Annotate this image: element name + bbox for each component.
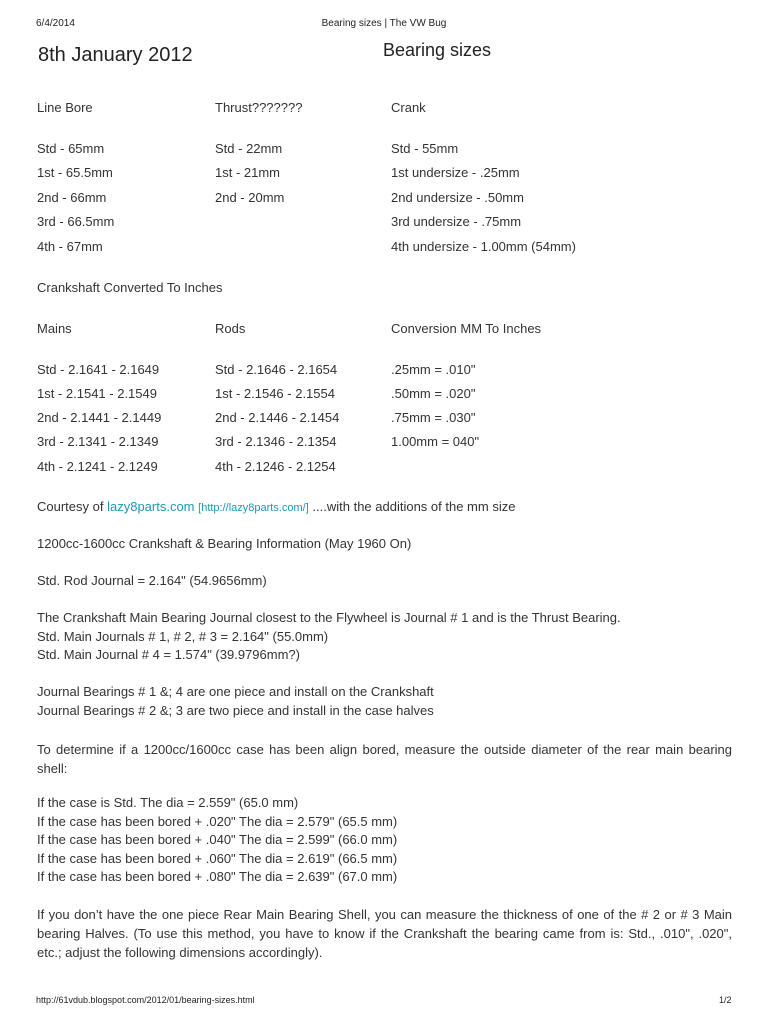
header-conversion: Conversion MM To Inches (391, 321, 542, 336)
case-dia-line: If the case has been bored + .020" The dia = 2.579" (65.5 mm) (37, 813, 398, 829)
thrust-item: 1st - 21mm (215, 165, 281, 180)
header-crank: Crank (391, 100, 426, 115)
mains-item: 1st - 2.1541 - 2.1549 (37, 386, 157, 401)
rods-item: 1st - 2.1546 - 2.1554 (215, 386, 335, 401)
lazy8parts-link[interactable]: lazy8parts.com (107, 499, 195, 514)
journal-bearing-line: Journal Bearings # 2 &; 3 are two piece and install in the case halves (37, 702, 434, 718)
line-bore-item: 2nd - 66mm (37, 190, 107, 205)
header-thrust: Thrust??????? (215, 100, 303, 115)
crank-item: 1st undersize - .25mm (391, 165, 520, 180)
mains-item: 3rd - 2.1341 - 2.1349 (37, 434, 159, 449)
rod-journal: Std. Rod Journal = 2.164" (54.9656mm) (37, 573, 267, 588)
main-journal-line: Std. Main Journals # 1, # 2, # 3 = 2.164" (55.0mm) (37, 628, 329, 644)
main-journal-line: The Crankshaft Main Bearing Journal closest to the Flywheel is Journal # 1 and is the Thrust Bearing. (37, 610, 621, 625)
courtesy-line (37, 499, 515, 514)
one-piece-paragraph: If you don’t have the one piece Rear Main Bearing Shell, you can measure the thickness of one of the # 2 or # 3 Main bearing Halves. (To use this method, you have to know if the Crankshaft the bearing came from is: Std., .010", .020", etc.; adjust the following dimensions accordingly). (37, 907, 732, 960)
lazy8parts-url[interactable]: [http://lazy8parts.com/] (198, 502, 309, 514)
crank-item: 4th undersize - 1.00mm (54mm) (391, 239, 576, 254)
align-bore-paragraph: To determine if a 1200cc/1600cc case has been align bored, measure the outside diameter of the rear main bearing shell: (37, 742, 732, 776)
line-bore-item: 1st - 65.5mm (37, 165, 113, 180)
rods-item: 4th - 2.1246 - 2.1254 (215, 459, 336, 474)
print-footer-url: http://61vdub.blogspot.com/2012/01/bearing-sizes.html (36, 995, 255, 1005)
journal-bearing-block (37, 683, 434, 720)
mains-item: Std - 2.1641 - 2.1649 (37, 362, 160, 377)
mains-item: 2nd - 2.1441 - 2.1449 (37, 410, 162, 425)
print-header-date: 6/4/2014 (36, 18, 75, 29)
crank-item: 2nd undersize - .50mm (391, 190, 524, 205)
rods-item: Std - 2.1646 - 2.1654 (215, 362, 338, 377)
case-dia-line: If the case is Std. The dia = 2.559" (65.0 mm) (37, 795, 299, 810)
crank-item: Std - 55mm (391, 141, 459, 156)
thrust-item: Std - 22mm (215, 141, 283, 156)
info-heading: 1200cc-1600cc Crankshaft & Bearing Information (May 1960 On) (37, 536, 412, 551)
courtesy-prefix: Courtesy of (37, 499, 108, 514)
conversion-item: 1.00mm = 040" (391, 434, 480, 449)
main-journal-line: Std. Main Journal # 4 = 1.574" (39.9796mm?) (37, 647, 300, 662)
header-mains: Mains (37, 321, 72, 336)
mains-item: 4th - 2.1241 - 2.1249 (37, 459, 158, 474)
main-journal-block (37, 609, 621, 665)
print-header-title: Bearing sizes | The VW Bug (321, 18, 447, 29)
header-rods: Rods (215, 321, 246, 336)
line-bore-item: 4th - 67mm (37, 239, 103, 254)
conversion-item: .75mm = .030" (391, 410, 476, 425)
case-dia-block (37, 794, 397, 887)
rods-item: 2nd - 2.1446 - 2.1454 (215, 410, 340, 425)
journal-bearing-line: Journal Bearings # 1 &; 4 are one piece and install on the Crankshaft (37, 684, 434, 699)
case-dia-line: If the case has been bored + .080" The dia = 2.639" (67.0 mm) (37, 869, 398, 884)
post-date: 8th January 2012 (38, 44, 193, 66)
print-footer-page: 1/2 (719, 995, 732, 1005)
thrust-item: 2nd - 20mm (215, 190, 285, 205)
case-dia-line: If the case has been bored + .040" The dia = 2.599" (66.0 mm) (37, 832, 398, 847)
line-bore-item: 3rd - 66.5mm (37, 214, 115, 229)
conversion-item: .25mm = .010" (391, 362, 476, 377)
case-dia-line: If the case has been bored + .060" The dia = 2.619" (66.5 mm) (37, 850, 398, 866)
crank-item: 3rd undersize - .75mm (391, 214, 522, 229)
converted-heading: Crankshaft Converted To Inches (37, 280, 223, 295)
conversion-item: .50mm = .020" (391, 386, 476, 401)
header-line-bore: Line Bore (37, 100, 93, 115)
line-bore-item: Std - 65mm (37, 141, 105, 156)
rods-item: 3rd - 2.1346 - 2.1354 (215, 434, 337, 449)
post-title: Bearing sizes (383, 40, 492, 60)
courtesy-suffix: ....with the additions of the mm size (308, 499, 516, 514)
